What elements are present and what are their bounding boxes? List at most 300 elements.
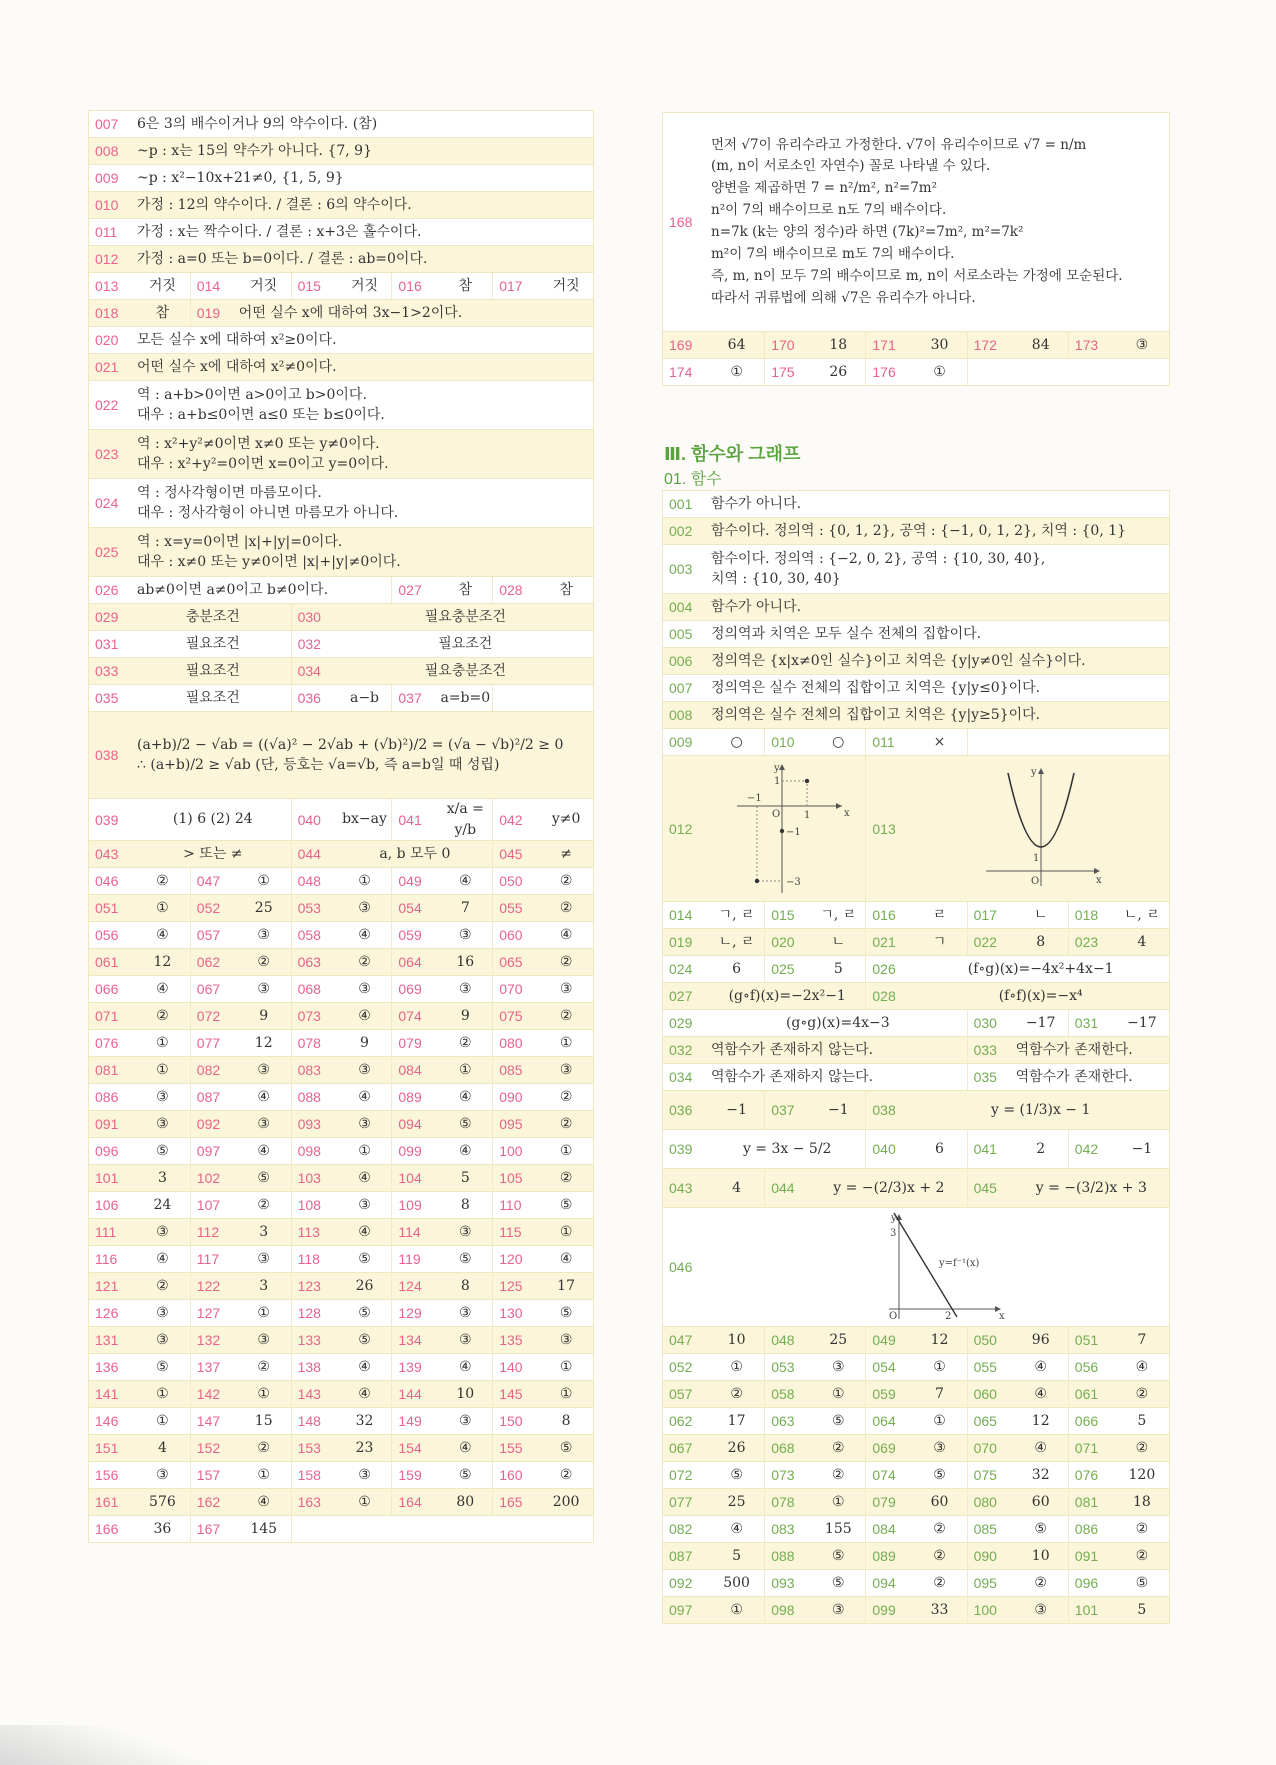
- answer-cell-098: [764, 1597, 865, 1623]
- answer-table-right-top: [662, 112, 1170, 386]
- problem-number: 016: [872, 907, 896, 923]
- table-row: [663, 956, 1169, 983]
- answer-cell-028: [865, 983, 1169, 1009]
- answer-text: ②: [1135, 1547, 1149, 1564]
- problem-number: 098: [771, 1602, 795, 1618]
- answer-text: ②: [730, 1385, 743, 1402]
- answer-text: 8: [460, 1277, 470, 1294]
- answer-text: 17: [727, 1412, 746, 1429]
- problem-number: 047: [196, 873, 221, 889]
- problem-number: 046: [95, 873, 119, 889]
- answer-text: 거짓: [552, 277, 580, 294]
- problem-number: 010: [771, 734, 795, 750]
- answer-cell-031: [1068, 1010, 1169, 1036]
- problem-number: 098: [297, 1143, 321, 1159]
- answer-text: 역함수가 존재한다.: [1015, 1068, 1133, 1085]
- answer-cell-055: [492, 895, 593, 921]
- table-row: [663, 675, 1169, 702]
- problem-number: 100: [973, 1602, 997, 1618]
- answer-text: −1: [827, 1101, 849, 1118]
- table-row: [663, 1570, 1169, 1597]
- answer-cell-171: [865, 332, 966, 358]
- answer-cell-082: [190, 1057, 291, 1083]
- answer-cell-048: [764, 1327, 865, 1353]
- table-row: [89, 479, 593, 528]
- problem-number: 043: [95, 846, 119, 862]
- answer-text: x/a = y/b: [446, 801, 484, 838]
- answer-cell-068: [764, 1435, 865, 1461]
- answer-text: ④: [459, 872, 472, 889]
- answer-text: 가정 : x는 짝수이다. / 결론 : x+3은 홀수이다.: [137, 223, 422, 240]
- answer-cell-020: [764, 929, 865, 955]
- problem-number: 059: [872, 1386, 896, 1402]
- problem-number: 026: [872, 961, 896, 977]
- answer-text: 5: [460, 1169, 470, 1186]
- problem-number: 174: [669, 364, 693, 380]
- answer-text: ①: [156, 899, 169, 916]
- problem-number: 125: [499, 1278, 523, 1294]
- problem-number: 086: [1074, 1521, 1099, 1537]
- problem-number: 147: [196, 1413, 221, 1429]
- answer-cell-131: [89, 1327, 190, 1353]
- answer-text: 참: [458, 277, 473, 294]
- graph-label: O: [772, 809, 781, 820]
- answer-text: ②: [559, 872, 573, 889]
- problem-number: 004: [669, 599, 693, 615]
- table-row: [89, 111, 593, 138]
- problem-number: 005: [669, 626, 693, 642]
- answer-text: ②: [257, 1439, 270, 1456]
- answer-cell-152: [190, 1435, 291, 1461]
- problem-number: 042: [499, 811, 523, 828]
- problem-number: 089: [872, 1548, 896, 1564]
- answer-cell-142: [190, 1381, 291, 1407]
- problem-number: 096: [1074, 1575, 1099, 1591]
- answer-text: 4: [1137, 933, 1147, 950]
- problem-number: 054: [398, 900, 422, 916]
- answer-text: 12: [153, 953, 172, 970]
- empty-cell: [967, 359, 1169, 385]
- answer-cell-136: [89, 1354, 190, 1380]
- problem-number: 097: [196, 1143, 221, 1159]
- answer-text: ③: [459, 1223, 472, 1240]
- answer-text: ⑤: [459, 1466, 472, 1483]
- answer-cell-172: [967, 332, 1068, 358]
- problem-number: 045: [499, 846, 523, 862]
- problem-number: 169: [669, 337, 693, 353]
- table-row: [663, 702, 1169, 729]
- answer-cell-004: [663, 594, 1169, 620]
- answer-cell-036: [663, 1091, 764, 1129]
- problem-number: 092: [669, 1575, 693, 1591]
- problem-number: 132: [196, 1332, 221, 1348]
- answer-cell-154: [391, 1435, 492, 1461]
- problem-number: 081: [95, 1062, 119, 1078]
- table-row: [663, 648, 1169, 675]
- table-row: [663, 1597, 1169, 1624]
- answer-cell-015: [764, 902, 865, 928]
- table-row: [663, 1091, 1169, 1130]
- answer-text: ①: [156, 1061, 169, 1078]
- answer-cell-048: [291, 868, 392, 894]
- answer-cell-063: [291, 949, 392, 975]
- answer-cell-027: [663, 983, 865, 1009]
- answer-text: 5: [833, 960, 843, 977]
- answer-cell-124: [391, 1273, 492, 1299]
- problem-number: 061: [1074, 1386, 1099, 1402]
- answer-text: ㄴ, ㄹ: [1123, 906, 1160, 923]
- graph-mark: [782, 781, 807, 806]
- answer-cell-097: [190, 1138, 291, 1164]
- problem-number: 041: [973, 1141, 997, 1157]
- answer-cell-162: [190, 1489, 291, 1515]
- answer-cell-117: [190, 1246, 291, 1272]
- answer-text: ②: [559, 1088, 573, 1105]
- answer-text: ③: [156, 1466, 169, 1483]
- answer-cell-092: [190, 1111, 291, 1137]
- answer-text: ②: [459, 1034, 472, 1051]
- problem-number: 121: [95, 1278, 119, 1294]
- empty-cell: [967, 729, 1169, 755]
- problem-number: 160: [499, 1467, 523, 1483]
- answer-text: ④: [459, 1358, 472, 1375]
- answer-text: ③: [459, 926, 472, 943]
- answer-cell-030: [967, 1010, 1068, 1036]
- answer-cell-030: [291, 604, 593, 630]
- problem-number: 053: [297, 900, 321, 916]
- problem-number: 022: [973, 934, 997, 950]
- graph-012: [722, 761, 852, 896]
- answer-cell-146: [89, 1408, 190, 1434]
- problem-number: 095: [499, 1116, 523, 1132]
- table-row: [663, 1408, 1169, 1435]
- answer-cell-076: [1068, 1462, 1169, 1488]
- answer-cell-084: [391, 1057, 492, 1083]
- answer-text: 어떤 실수 x에 대하여 x²≠0이다.: [137, 358, 337, 375]
- graph-label: 2: [945, 1311, 952, 1322]
- answer-text: y = 3x − 5/2: [742, 1140, 832, 1157]
- answer-cell-101: [1068, 1597, 1169, 1623]
- answer-text: 거짓: [148, 277, 176, 294]
- answer-text: ①: [257, 1385, 270, 1402]
- answer-text: ⑤: [832, 1412, 845, 1429]
- problem-number: 137: [196, 1359, 221, 1375]
- answer-cell-040: [291, 799, 392, 840]
- problem-number: 150: [499, 1413, 523, 1429]
- answer-text: 8: [460, 1196, 470, 1213]
- table-row: [89, 1219, 593, 1246]
- answer-cell-022: [89, 381, 593, 429]
- answer-cell-034: [663, 1064, 967, 1090]
- answer-text: ⑤: [730, 1466, 743, 1483]
- answer-text: ④: [1034, 1439, 1047, 1456]
- answer-cell-065: [967, 1408, 1068, 1434]
- problem-number: 091: [95, 1116, 119, 1132]
- problem-number: 154: [398, 1440, 422, 1456]
- problem-number: 066: [1074, 1413, 1099, 1429]
- problem-number: 133: [297, 1332, 321, 1348]
- answer-text: y≠0: [551, 811, 581, 828]
- answer-text: ②: [257, 1196, 270, 1213]
- table-row: [663, 1130, 1169, 1169]
- problem-number: 020: [771, 934, 795, 950]
- answer-text: 역함수가 존재한다.: [1015, 1041, 1133, 1058]
- empty-cell: [492, 685, 593, 711]
- answer-cell-108: [291, 1192, 392, 1218]
- answer-text: 필요조건: [185, 662, 240, 679]
- table-row: [663, 332, 1169, 359]
- problem-number: 073: [297, 1008, 321, 1024]
- table-row: [89, 165, 593, 192]
- answer-cell-059: [391, 922, 492, 948]
- problem-number: 140: [499, 1359, 523, 1375]
- problem-number: 090: [499, 1089, 523, 1105]
- answer-text: ○: [730, 733, 743, 750]
- answer-text: ③: [459, 1331, 472, 1348]
- table-row: [663, 902, 1169, 929]
- problem-number: 070: [499, 981, 523, 997]
- graph-label: O: [889, 1311, 898, 1322]
- problem-number: 057: [196, 927, 221, 943]
- answer-cell-103: [291, 1165, 392, 1191]
- problem-number: 096: [95, 1143, 119, 1159]
- answer-text: ①: [832, 1493, 845, 1510]
- answer-text: 참: [458, 581, 473, 598]
- problem-number: 033: [95, 663, 119, 679]
- answer-cell-028: [492, 577, 593, 603]
- answer-text: 거짓: [350, 277, 379, 294]
- answer-text: ③: [358, 899, 371, 916]
- answer-text: ②: [156, 1277, 169, 1294]
- problem-number: 060: [499, 927, 523, 943]
- answer-text: 6: [935, 1140, 944, 1157]
- answer-text: ①: [933, 1358, 946, 1375]
- answer-text: ①: [559, 1034, 573, 1051]
- answer-cell-018: [1068, 902, 1169, 928]
- answer-text: 96: [1031, 1331, 1050, 1348]
- problem-number: 139: [398, 1359, 422, 1375]
- table-row: [89, 246, 593, 273]
- answer-cell-090: [967, 1543, 1068, 1569]
- problem-number: 175: [771, 364, 795, 380]
- table-row: [663, 1354, 1169, 1381]
- table-row: [89, 1165, 593, 1192]
- answer-text: 5: [1137, 1412, 1147, 1429]
- answer-text: ①: [257, 1466, 270, 1483]
- problem-number: 099: [398, 1143, 422, 1159]
- answer-cell-053: [764, 1354, 865, 1380]
- problem-number: 086: [95, 1089, 119, 1105]
- problem-number: 049: [398, 873, 422, 889]
- problem-number: 152: [196, 1440, 221, 1456]
- problem-number: 116: [95, 1251, 118, 1267]
- problem-number: 101: [1074, 1602, 1099, 1618]
- answer-cell-041: [967, 1130, 1068, 1168]
- answer-cell-002: [663, 518, 1169, 544]
- problem-number: 085: [499, 1062, 523, 1078]
- problem-number: 015: [771, 907, 795, 923]
- answer-text: 9: [259, 1007, 269, 1024]
- chapter-heading: Ⅲ. 함수와 그래프: [664, 444, 801, 464]
- problem-number: 167: [196, 1521, 221, 1537]
- problem-number: 114: [398, 1224, 421, 1240]
- answer-cell-078: [291, 1030, 392, 1056]
- answer-text: 모든 실수 x에 대하여 x²≥0이다.: [137, 331, 337, 348]
- problem-number: 010: [95, 197, 119, 213]
- answer-text: 3: [259, 1223, 269, 1240]
- answer-text: ≠: [560, 845, 572, 862]
- answer-text: ②: [559, 1466, 573, 1483]
- graph-label: y=f⁻¹(x): [939, 1258, 980, 1269]
- table-row: [89, 219, 593, 246]
- problem-number: 048: [297, 873, 321, 889]
- graph-label: −3: [786, 877, 801, 888]
- answer-text: 8: [561, 1412, 571, 1429]
- answer-text: 576: [149, 1493, 176, 1510]
- answer-cell-071: [1068, 1435, 1169, 1461]
- problem-number: 021: [872, 934, 896, 950]
- answer-text: ⑤: [832, 1574, 845, 1591]
- answer-text: 7: [1137, 1331, 1147, 1348]
- answer-cell-036: [291, 685, 392, 711]
- answer-text: ②: [559, 1169, 573, 1186]
- answer-cell-087: [663, 1543, 764, 1569]
- answer-text: ①: [933, 363, 946, 380]
- problem-number: 090: [973, 1548, 997, 1564]
- answer-text: ④: [1034, 1358, 1047, 1375]
- answer-text: ①: [559, 1385, 573, 1402]
- answer-text: a, b 모두 0: [379, 845, 451, 862]
- answer-cell-059: [865, 1381, 966, 1407]
- answer-cell-107: [190, 1192, 291, 1218]
- problem-number: 013: [872, 820, 896, 837]
- answer-text: 23: [355, 1439, 374, 1456]
- answer-text: 80: [456, 1493, 475, 1510]
- problem-number: 079: [872, 1494, 896, 1510]
- answer-cell-144: [391, 1381, 492, 1407]
- answer-text: ③: [459, 1304, 472, 1321]
- problem-number: 162: [196, 1494, 221, 1510]
- answer-text: 거짓: [250, 277, 278, 294]
- answer-text: ⑤: [559, 1196, 573, 1213]
- problem-number: 129: [398, 1305, 422, 1321]
- answer-cell-008: [89, 138, 593, 164]
- problem-number: 040: [872, 1141, 896, 1157]
- answer-cell-173: [1068, 332, 1169, 358]
- answer-cell-015: [291, 273, 392, 299]
- table-row: [89, 799, 593, 841]
- problem-number: 050: [973, 1332, 997, 1348]
- answer-cell-080: [967, 1489, 1068, 1515]
- problem-number: 022: [95, 397, 119, 413]
- answer-text: ④: [559, 1250, 573, 1267]
- problem-number: 030: [973, 1015, 997, 1031]
- answer-cell-175: [764, 359, 865, 385]
- answer-text: ②: [1135, 1385, 1149, 1402]
- answer-text: 84: [1031, 336, 1050, 353]
- answer-text: ③: [1135, 336, 1149, 353]
- problem-number: 032: [297, 636, 321, 652]
- problem-number: 017: [973, 907, 997, 923]
- problem-number: 092: [196, 1116, 221, 1132]
- problem-number: 053: [771, 1359, 795, 1375]
- problem-number: 107: [196, 1197, 221, 1213]
- answer-cell-049: [391, 868, 492, 894]
- answer-text: ③: [257, 980, 270, 997]
- answer-cell-050: [967, 1327, 1068, 1353]
- answer-text: ④: [257, 1142, 270, 1159]
- problem-number: 080: [973, 1494, 997, 1510]
- table-row: [663, 1489, 1169, 1516]
- answer-text: ④: [257, 1493, 270, 1510]
- answer-text: 16: [456, 953, 475, 970]
- answer-cell-081: [1068, 1489, 1169, 1515]
- answer-text: 역 : a+b>0이면 a>0이고 b>0이다. 대우 : a+b≤0이면 a≤0 또는 b≤0이다.: [137, 386, 385, 423]
- answer-cell-016: [391, 273, 492, 299]
- problem-number: 117: [196, 1251, 220, 1267]
- answer-cell-013: [89, 273, 190, 299]
- answer-text: ③: [559, 980, 573, 997]
- table-row: [663, 1327, 1169, 1354]
- table-row: [663, 929, 1169, 956]
- answer-text: 3: [157, 1169, 167, 1186]
- problem-number: 013: [95, 278, 119, 294]
- answer-cell-084: [865, 1516, 966, 1542]
- answer-text: 10: [1031, 1547, 1050, 1564]
- answer-cell-026: [89, 577, 391, 603]
- answer-text: ②: [559, 953, 573, 970]
- problem-number: 069: [398, 981, 422, 997]
- problem-number: 023: [95, 446, 119, 462]
- problem-number: 115: [499, 1224, 522, 1240]
- answer-cell-077: [663, 1489, 764, 1515]
- answer-cell-064: [391, 949, 492, 975]
- answer-text: ②: [156, 1007, 169, 1024]
- answer-text: ⑤: [358, 1250, 371, 1267]
- answer-text: ①: [257, 1304, 270, 1321]
- answer-text: ×: [933, 733, 946, 750]
- answer-text: ①: [730, 1601, 743, 1618]
- answer-cell-170: [764, 332, 865, 358]
- answer-text: ④: [257, 1088, 270, 1105]
- answer-cell-069: [865, 1435, 966, 1461]
- problem-number: 151: [95, 1440, 119, 1456]
- answer-text: 26: [355, 1277, 374, 1294]
- problem-number: 042: [1074, 1141, 1099, 1157]
- problem-number: 019: [196, 305, 221, 321]
- answer-text: 60: [930, 1493, 949, 1510]
- answer-cell-163: [291, 1489, 392, 1515]
- problem-number: 046: [669, 1259, 693, 1275]
- table-row: [663, 545, 1169, 594]
- problem-number: 082: [196, 1062, 221, 1078]
- table-row: [89, 1462, 593, 1489]
- answer-text: a=b=0: [440, 689, 491, 706]
- problem-number: 011: [95, 224, 118, 240]
- answer-text: ④: [358, 926, 371, 943]
- answer-text: ②: [832, 1439, 845, 1456]
- problem-number: 134: [398, 1332, 422, 1348]
- answer-text: ①: [559, 1223, 573, 1240]
- answer-cell-013: [865, 756, 1169, 901]
- answer-cell-039: [663, 1130, 865, 1168]
- problem-number: 018: [95, 305, 119, 321]
- problem-number: 058: [771, 1386, 795, 1402]
- answer-text: 6은 3의 배수이거나 9의 약수이다. (참): [137, 115, 378, 132]
- answer-cell-155: [492, 1435, 593, 1461]
- table-row: [89, 1246, 593, 1273]
- graph-013: [976, 761, 1106, 896]
